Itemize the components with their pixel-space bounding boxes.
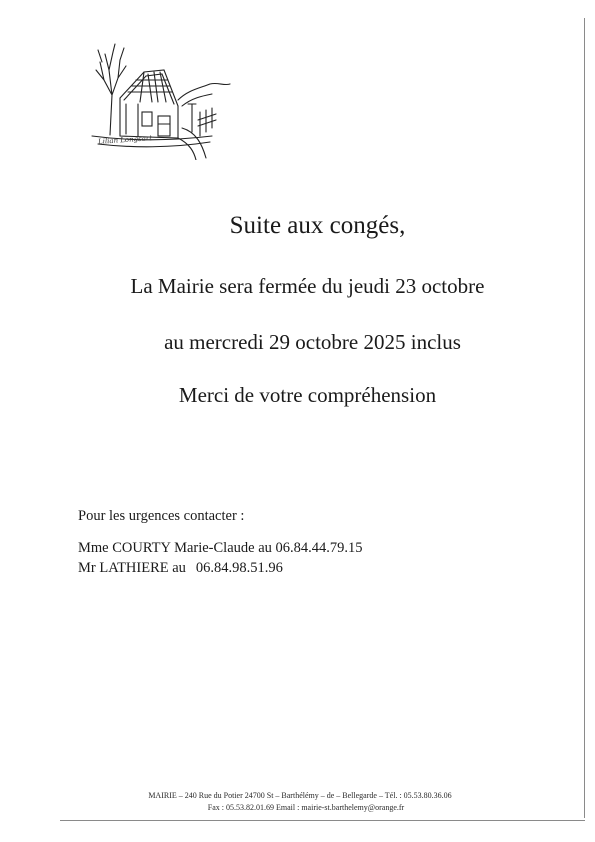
contact-phone: 06.84.98.51.96: [195, 560, 283, 576]
contact-row: [78, 560, 283, 577]
page-border-bottom: [60, 820, 585, 821]
contact-label: Mme COURTY Marie-Claude au: [78, 540, 272, 556]
logo-signature: Lilian Longsart: [97, 134, 153, 146]
contact-intro: Pour les urgences contacter :: [78, 508, 245, 524]
footer-contact: Fax : 05.53.82.01.69 Email : mairie-st.barthelemy@orange.fr: [207, 803, 405, 812]
footer-address: MAIRIE – 240 Rue du Potier 24700 St – Barthélémy – de – Bellegarde – Tél. : 05.53.80.36.06: [148, 791, 452, 800]
notice-headline: Suite aux congés,: [229, 212, 406, 239]
contact-row: [78, 540, 363, 557]
closure-line-2: au mercredi 29 octobre 2025 inclus: [164, 330, 461, 354]
contact-phone: 06.84.44.79.15: [275, 540, 363, 556]
page-border-right: [584, 18, 585, 818]
thanks-line: Merci de votre compréhension: [178, 383, 437, 407]
contact-label: Mr LATHIERE au: [78, 560, 186, 576]
closure-line-1: La Mairie sera fermée du jeudi 23 octobre: [130, 274, 485, 298]
